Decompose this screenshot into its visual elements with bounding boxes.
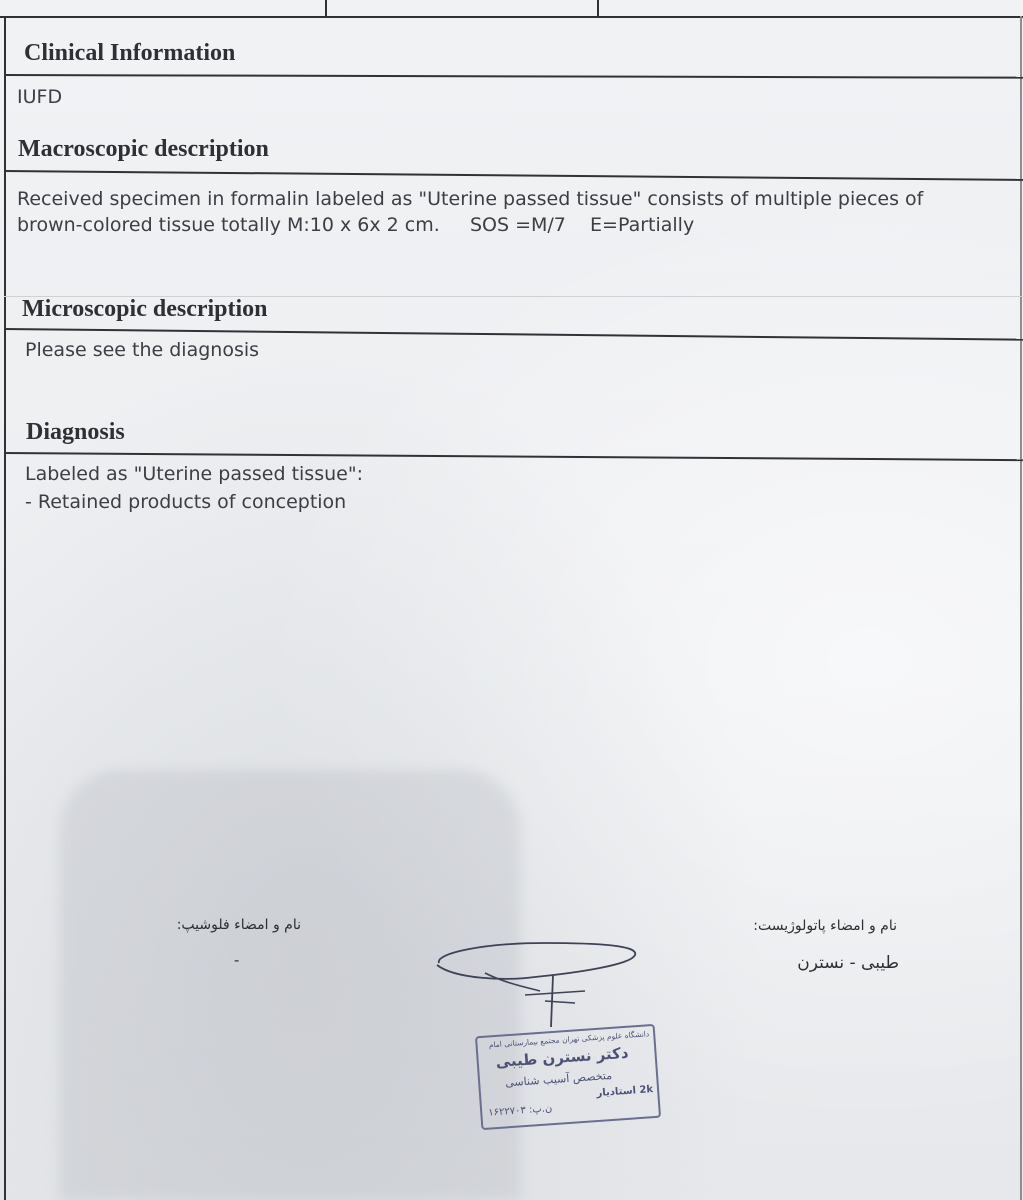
handwritten-signature: [425, 935, 655, 1035]
pathologist-signature-label: نام و امضاء پاتولوژیست:: [753, 918, 897, 934]
macroscopic-line-2: brown-colored tissue totally M:10 x 6x 2 cm. SOS =M/7 E=Partially: [17, 214, 695, 236]
stamp-specialty: متخصص آسیب شناسی: [504, 1068, 613, 1090]
stamp-university: دانشگاه علوم پزشکی تهران مجتمع بیمارستانی امام: [488, 1029, 650, 1050]
pathologist-name: طیبی - نسترن: [797, 953, 899, 973]
diagnosis-line-1: Labeled as "Uterine passed tissue":: [25, 463, 363, 485]
microscopic-title: Microscopic description: [22, 296, 268, 322]
left-border: [4, 16, 6, 1200]
divider: [4, 74, 1023, 79]
divider: [4, 452, 1023, 461]
diagnosis-line-2: - Retained products of conception: [25, 491, 347, 513]
stamp-doctor-name: دکتر نسترن طیبی: [495, 1043, 630, 1071]
macroscopic-line-1: Received specimen in formalin labeled as "Uterine passed tissue" consists of multiple pieces of: [17, 188, 924, 210]
stamp-license-number: ن.پ: ۱۶۲۲۷۰۳: [487, 1103, 553, 1119]
macroscopic-title: Macroscopic description: [18, 136, 269, 162]
doctor-stamp: [475, 1024, 661, 1130]
top-table-edge: [0, 0, 1023, 18]
clinical-info-title: Clinical Information: [24, 40, 236, 66]
fellowship-signature-value: -: [234, 952, 240, 969]
right-border: [1020, 16, 1022, 1200]
microscopic-text: Please see the diagnosis: [25, 339, 260, 361]
stamp-rank: 2k استادیار: [596, 1084, 654, 1100]
divider: [4, 170, 1023, 181]
clinical-info-text: IUFD: [17, 86, 63, 108]
fellowship-signature-label: نام و امضاء فلوشیپ:: [176, 917, 301, 933]
diagnosis-title: Diagnosis: [26, 419, 125, 445]
